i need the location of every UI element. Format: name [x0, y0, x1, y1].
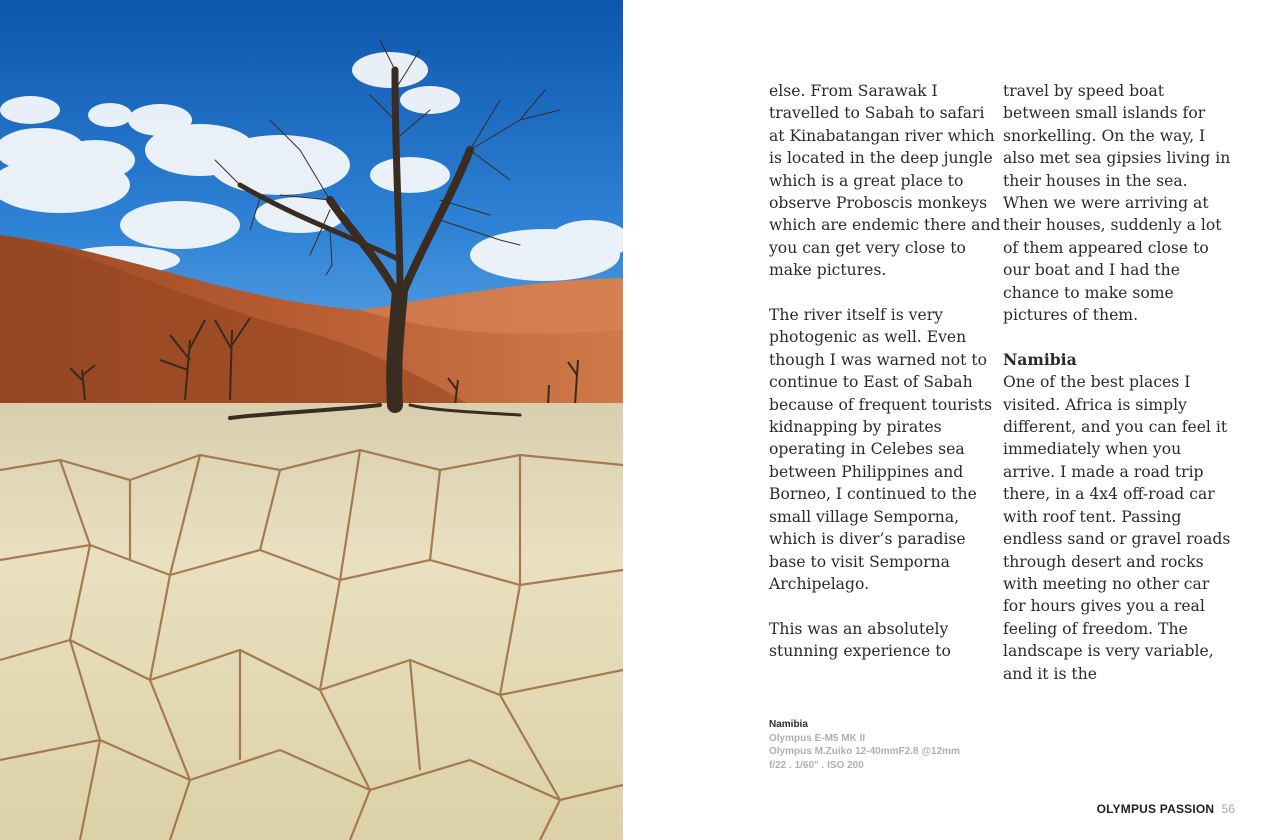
article-column-right [1003, 80, 1235, 685]
photo-caption [769, 718, 1009, 772]
article-paragraph: One of the best places I visited. Africa is simply different, and you can feel it immediately when you arrive. I made a road trip there, in a 4x4 off-road car with roof tent. Passing endless sand or gravel roads through desert and rocks with meeting no other car for hours gives you a real feeling of freedom. The landscape is very variable, and it is the [1003, 373, 1231, 683]
section-heading-namibia: Namibia [1003, 349, 1077, 369]
page-number: 56 [1221, 802, 1235, 816]
article-paragraph: The river itself is very photogenic as well. Even though I was warned not to continue to East of Sabah because of frequent tourists kidnapping by pirates operating in Celebes sea between Philippines and Borneo, I continued to the small village Semporna, which is diver’s paradise base to visit Semporna Archipelago. [769, 306, 992, 593]
article-column-left [769, 80, 1001, 663]
magazine-name: OLYMPUS PASSION [1096, 802, 1215, 816]
article-paragraph: else. From Sarawak I travelled to Sabah to safari at Kinabatangan river which is located in the deep jungle which is a great place to observe Proboscis monkeys which are endemic there and you can get very close to make pictures. [769, 82, 1001, 280]
page-footer [1097, 802, 1235, 816]
namibia-desert-photo [0, 0, 623, 840]
caption-camera: Olympus E-M5 MK II [769, 732, 866, 744]
caption-lens: Olympus M.Zuiko 12-40mmF2.8 @12mm [769, 746, 960, 757]
caption-title: Namibia [769, 719, 808, 730]
article-paragraph: This was an absolutely stunning experience to [769, 619, 951, 661]
caption-settings: f/22 . 1/60" . ISO 200 [769, 759, 864, 771]
article-paragraph: travel by speed boat between small islands for snorkelling. On the way, I also met sea gipsies living in their houses in the sea. When we were arriving at their houses, suddenly a lot of them appeared close to our boat and I had the chance to make some pictures of them. [1003, 82, 1231, 325]
